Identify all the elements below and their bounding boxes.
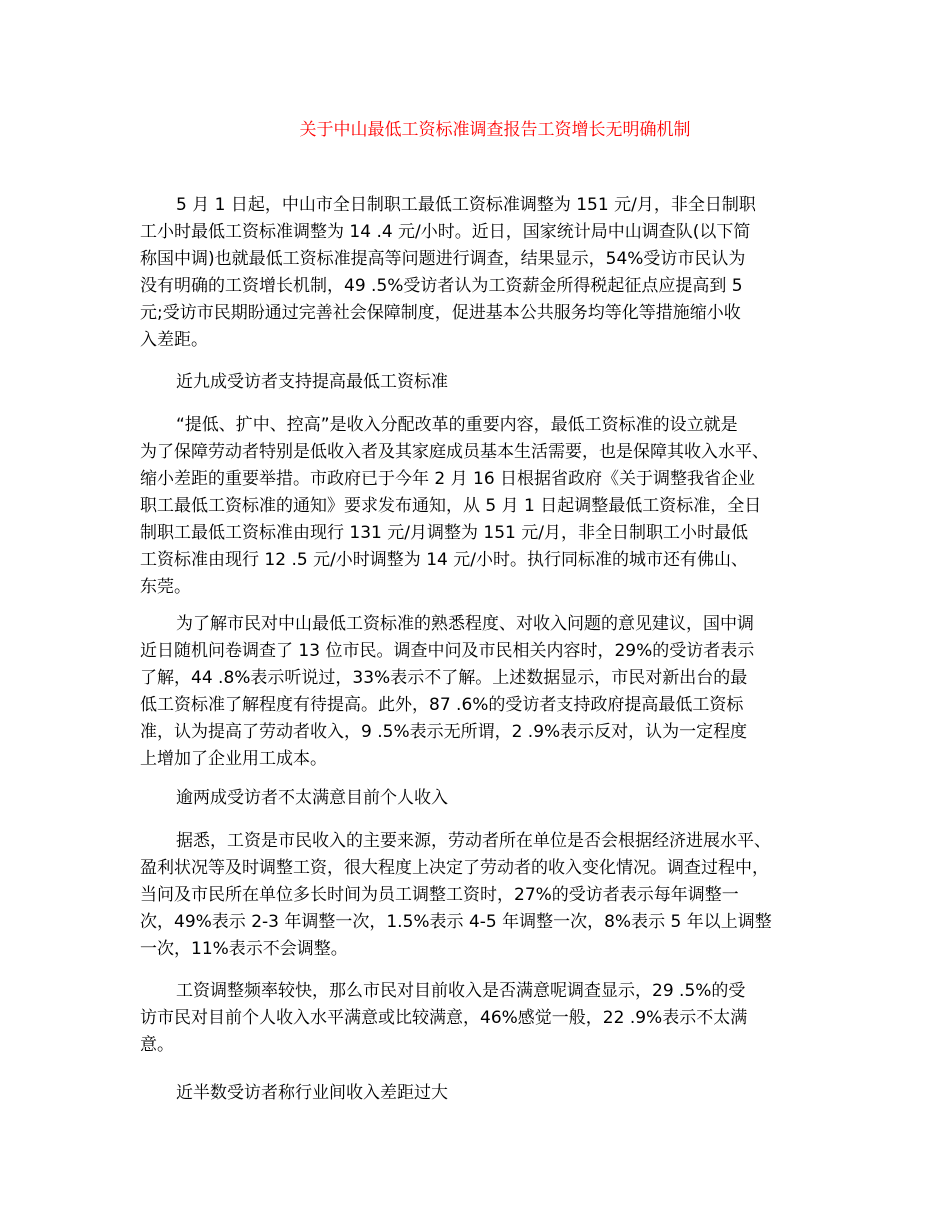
paragraph-line: 为了保障劳动者特别是低收入者及其家庭成员基本生活需要，也是保障其收入水平、 (140, 442, 769, 462)
paragraph-line: 元;受访市民期盼通过完善社会保障制度，促进基本公共服务均等化等措施缩小收 (140, 303, 741, 323)
paragraph-line: 次，49%表示 2-3 年调整一次，1.5%表示 4-5 年调整一次，8%表示 5 年以上调整 (140, 912, 772, 932)
paragraph-line: 当问及市民所在单位多长时间为员工调整工资时，27%的受访者表示每年调整一 (140, 885, 739, 905)
paragraph-line: 准，认为提高了劳动者收入，9 .5%表示无所谓，2 .9%表示反对，认为一定程度 (140, 722, 748, 742)
paragraph-line: 低工资标准了解程度有待提高。此外，87 .6%的受访者支持政府提高最低工资标 (140, 695, 744, 715)
paragraph-line: 意。 (140, 1035, 174, 1055)
paragraph-line: 工资调整频率较快，那么市民对目前收入是否满意呢调查显示，29 .5%的受 (176, 981, 746, 1001)
paragraph-line: “提低、扩中、控高”是收入分配改革的重要内容，最低工资标准的设立就是 (176, 415, 738, 435)
paragraph-line: 访市民对目前个人收入水平满意或比较满意，46%感觉一般，22 .9%表示不太满 (140, 1008, 748, 1028)
paragraph-line: 上增加了企业用工成本。 (140, 749, 327, 769)
paragraph-line: 近日随机问卷调查了 13 位市民。调查中问及市民相关内容时，29%的受访者表示 (140, 641, 755, 661)
paragraph-intro (140, 192, 810, 354)
section-heading-income: 逾两成受访者不太满意目前个人收入 (176, 788, 448, 808)
paragraph-line: 入差距。 (140, 330, 208, 350)
paragraph-wage-adjustment (140, 828, 810, 963)
document-title: 关于中山最低工资标准调查报告工资增长无明确机制 (299, 120, 691, 140)
paragraph-survey (140, 611, 810, 773)
section-heading-gap: 近半数受访者称行业间收入差距过大 (176, 1083, 448, 1103)
paragraph-line: 职工最低工资标准的通知》要求发布通知，从 5 月 1 日起调整最低工资标准，全日 (140, 496, 762, 516)
paragraph-line: 工小时最低工资标准调整为 14 .4 元/小时。近日，国家统计局中山调查队(以下简 (140, 222, 751, 242)
paragraph-line: 没有明确的工资增长机制，49 .5%受访者认为工资薪金所得税起征点应提高到 5 (140, 276, 743, 296)
paragraph-line: 了解，44 .8%表示听说过，33%表示不了解。上述数据显示，市民对新出台的最 (140, 668, 748, 688)
paragraph-line: 一次，11%表示不会调整。 (140, 939, 348, 959)
paragraph-line: 盈利状况等及时调整工资，很大程度上决定了劳动者的收入变化情况。调查过程中， (140, 858, 769, 878)
paragraph-line: 制职工最低工资标准由现行 131 元/月调整为 151 元/月，非全日制职工小时最低 (140, 523, 748, 543)
paragraph-line: 称国中调)也就最低工资标准提高等问题进行调查，结果显示，54%受访市民认为 (140, 249, 746, 269)
paragraph-line: 5 月 1 日起，中山市全日制职工最低工资标准调整为 151 元/月，非全日制职 (176, 195, 756, 215)
paragraph-line: 东莞。 (140, 577, 191, 597)
paragraph-policy (140, 412, 810, 601)
paragraph-line: 据悉，工资是市民收入的主要来源，劳动者所在单位是否会根据经济进展水平、 (176, 831, 771, 851)
paragraph-line: 缩小差距的重要举措。市政府已于今年 2 月 16 日根据省政府《关于调整我省企业 (140, 469, 756, 489)
paragraph-line: 为了解市民对中山最低工资标准的熟悉程度、对收入问题的意见建议，国中调 (176, 614, 754, 634)
section-heading-support: 近九成受访者支持提高最低工资标准 (176, 372, 448, 392)
paragraph-line: 工资标准由现行 12 .5 元/小时调整为 14 元/小时。执行同标准的城市还有佛山、 (140, 550, 748, 570)
paragraph-satisfaction (140, 978, 810, 1059)
